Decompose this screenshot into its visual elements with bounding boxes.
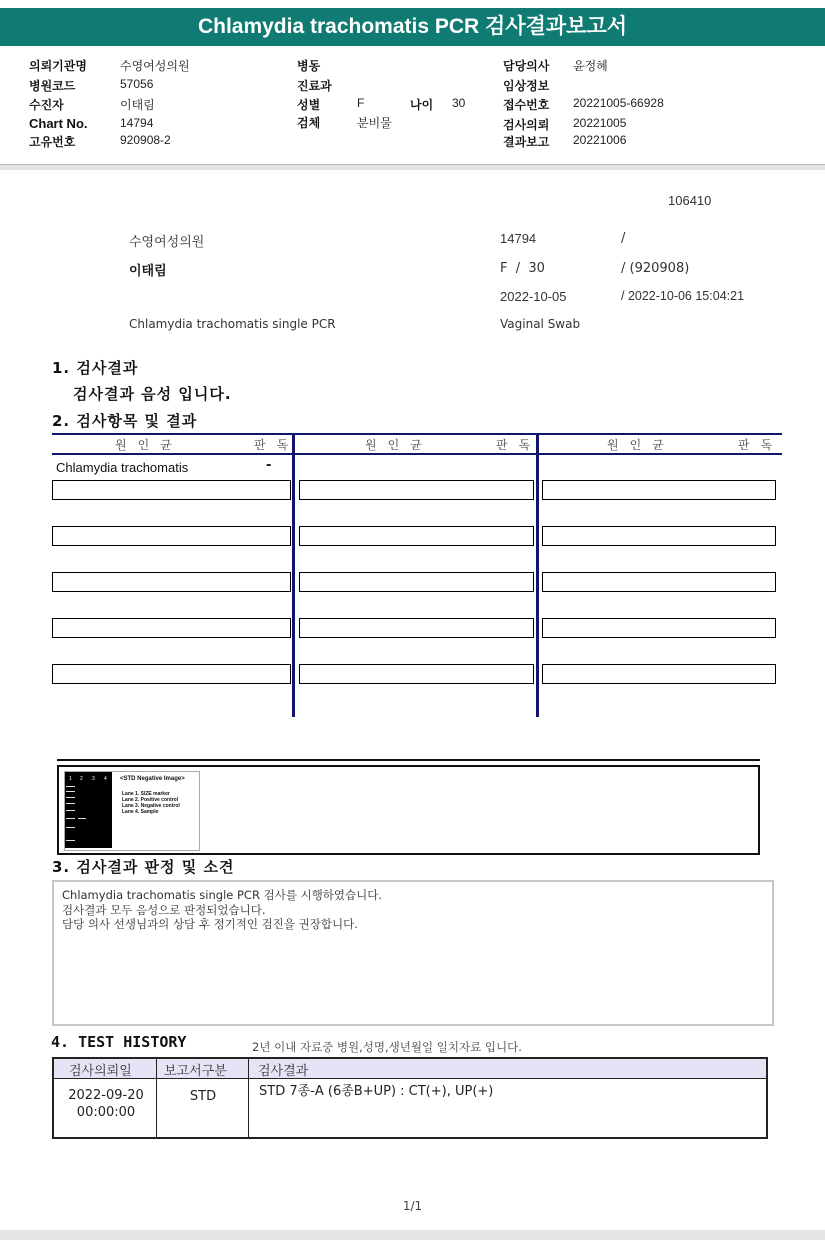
result-box xyxy=(542,572,776,592)
gel-legend-item: Lane 1. SIZE marker xyxy=(122,791,170,797)
lane-number: 2 xyxy=(80,776,83,782)
section2-title: 2. 검사항목 및 결과 xyxy=(52,412,198,430)
result-box xyxy=(52,526,291,546)
specimen-label: 검체 xyxy=(297,116,321,130)
institution-value: 수영여성의원 xyxy=(120,59,190,73)
result-box xyxy=(52,480,291,500)
info-sex-age: F / 30 xyxy=(500,261,545,276)
receipt-no-label: 접수번호 xyxy=(503,98,550,112)
sex-label: 성별 xyxy=(297,98,321,112)
report-date-label: 결과보고 xyxy=(503,135,550,149)
info-patient: 이태림 xyxy=(129,264,167,279)
report-title: Chlamydia trachomatis PCR 검사결과보고서 xyxy=(0,8,825,46)
gel-band xyxy=(66,803,75,804)
history-row-type: STD xyxy=(189,1089,217,1104)
institution-label: 의뢰기관명 xyxy=(29,59,87,73)
result-box xyxy=(542,526,776,546)
history-table-header xyxy=(54,1059,766,1079)
grid-header-border xyxy=(52,453,782,455)
history-time: 00:00:00 xyxy=(76,1105,136,1120)
pathogen-result: - xyxy=(266,458,272,473)
image-top-line xyxy=(57,759,760,761)
gel-legend-item: Lane 2. Positive control xyxy=(122,797,179,803)
gel-band xyxy=(66,818,75,819)
col-pathogen-header-2: 원인균 xyxy=(365,438,433,452)
result-box xyxy=(52,664,291,684)
info-birth: / (920908) xyxy=(621,261,690,276)
history-col-result: 검사결과 xyxy=(258,1064,309,1079)
gel-band xyxy=(66,840,75,841)
info-clinic: 수영여성의원 xyxy=(129,235,205,250)
result-box xyxy=(542,480,776,500)
sex-value: F xyxy=(357,96,365,110)
result-box xyxy=(52,618,291,638)
result-box xyxy=(299,526,534,546)
request-date-value: 20221005 xyxy=(573,116,627,130)
report-date-value: 20221006 xyxy=(573,133,627,147)
hospital-code-label: 병원코드 xyxy=(29,79,76,93)
patient-label: 수진자 xyxy=(29,98,64,112)
section3-title: 3. 검사결과 판정 및 소견 xyxy=(52,858,235,876)
section1-title: 1. 검사결과 xyxy=(52,359,139,377)
history-date: 2022-09-20 xyxy=(68,1088,144,1103)
info-reported: / 2022-10-06 15:04:21 xyxy=(621,289,745,303)
result-box xyxy=(299,664,534,684)
history-row-result: STD 7종-A (6종B+UP) : CT(+), UP(+) xyxy=(259,1084,494,1099)
doctor-value: 윤정혜 xyxy=(573,59,608,73)
result-box xyxy=(52,572,291,592)
col-result-header-3: 판독 xyxy=(738,438,784,452)
info-slash: / xyxy=(621,231,626,246)
col-result-header-1: 판독 xyxy=(254,438,300,452)
col-pathogen-header-1: 원인균 xyxy=(115,438,183,452)
history-title: 4. TEST HISTORY xyxy=(51,1033,187,1051)
unique-no-label: 고유번호 xyxy=(29,135,76,149)
hospital-code-value: 57056 xyxy=(120,77,154,91)
pathogen-name: Chlamydia trachomatis xyxy=(56,460,189,475)
col-pathogen-header-3: 원인균 xyxy=(607,438,675,452)
gel-image-title: <STD Negative Image> xyxy=(120,776,185,782)
id-code: 106410 xyxy=(668,193,712,208)
history-col-divider xyxy=(248,1059,249,1137)
grid-top-border xyxy=(52,433,782,435)
gel-band xyxy=(66,791,75,792)
gel-band xyxy=(66,827,75,828)
bottom-bar xyxy=(0,1230,825,1240)
info-received: 2022-10-05 xyxy=(500,289,567,304)
request-date-label: 검사의뢰 xyxy=(503,118,550,132)
info-specimen: Vaginal Swab xyxy=(500,317,581,331)
result-box xyxy=(299,480,534,500)
history-col-date: 검사의뢰일 xyxy=(69,1064,132,1079)
receipt-no-value: 20221005-66928 xyxy=(573,96,664,110)
history-col-divider xyxy=(156,1059,157,1137)
comment-line: 검사결과 모두 음성으로 판정되었습니다. xyxy=(62,903,266,917)
dept-label: 진료과 xyxy=(297,79,332,93)
ward-label: 병동 xyxy=(297,59,321,73)
result-box xyxy=(299,618,534,638)
doctor-label: 담당의사 xyxy=(503,59,550,73)
col-result-header-2: 판독 xyxy=(496,438,542,452)
page-number: 1/1 xyxy=(402,1199,423,1213)
result-box xyxy=(299,572,534,592)
comment-line: 담당 의사 선생님과의 상담 후 정기적인 검진을 권장합니다. xyxy=(62,917,358,931)
info-test-name: Chlamydia trachomatis single PCR xyxy=(129,317,336,331)
result-box xyxy=(542,664,776,684)
header-separator xyxy=(0,164,825,170)
grid-divider-2 xyxy=(536,433,539,717)
age-value: 30 xyxy=(452,96,466,110)
gel-band xyxy=(66,786,75,787)
lane-number: 4 xyxy=(104,776,107,782)
patient-value: 이태림 xyxy=(120,98,155,112)
lane-number: 3 xyxy=(92,776,95,782)
grid-divider-1 xyxy=(292,433,295,717)
clinical-info-label: 임상정보 xyxy=(503,79,550,93)
history-row-date xyxy=(56,1087,156,1121)
unique-no-value: 920908-2 xyxy=(120,133,171,147)
result-summary: 검사결과 음성 입니다. xyxy=(73,385,232,403)
lane-number: 1 xyxy=(69,776,72,782)
comment-line: Chlamydia trachomatis single PCR 검사를 시행하였습니다. xyxy=(62,888,383,902)
gel-legend-item: Lane 3. Negative control xyxy=(122,803,180,809)
gel-band xyxy=(78,818,86,819)
specimen-value: 분비물 xyxy=(357,116,392,130)
info-chart: 14794 xyxy=(500,231,537,246)
gel-legend-item: Lane 4. Sample xyxy=(122,809,159,815)
history-note: 2년 이내 자료중 병원,성명,생년월일 일치자료 입니다. xyxy=(252,1040,522,1054)
age-label: 나이 xyxy=(410,98,434,112)
result-box xyxy=(542,618,776,638)
gel-band xyxy=(66,797,75,798)
chart-no-value: 14794 xyxy=(120,116,154,130)
history-col-type: 보고서구분 xyxy=(164,1064,227,1079)
gel-band xyxy=(66,810,75,811)
chart-no-label: Chart No. xyxy=(29,116,88,131)
